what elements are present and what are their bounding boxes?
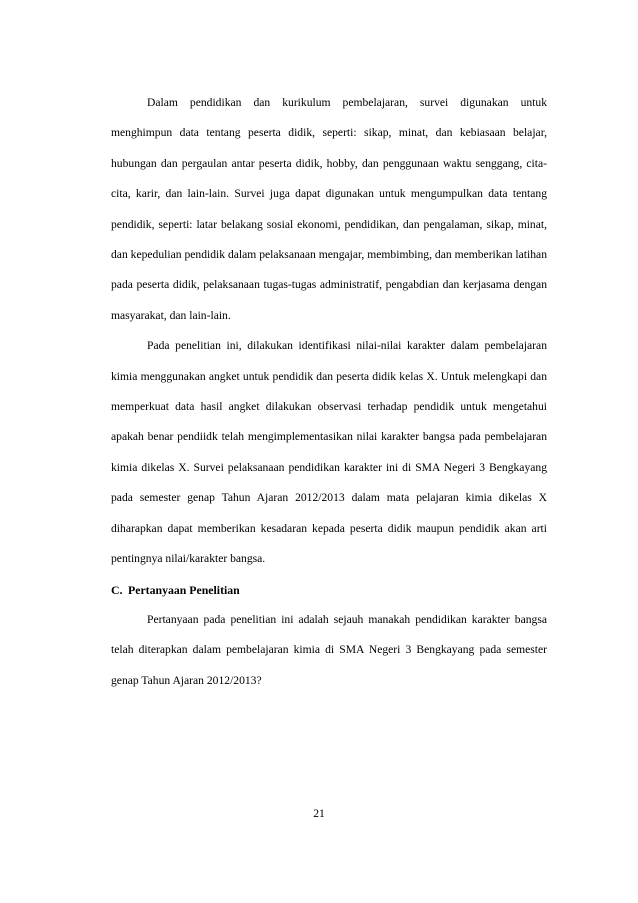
page-number: 21 (313, 807, 325, 820)
page-body (111, 88, 547, 696)
paragraph-pertanyaan: Pertanyaan pada penelitian ini adalah sejauh manakah pendidikan karakter bangsa telah diterapkan dalam pembelajaran kimia di SMA Negeri 3 Bengkayang pada semester genap Tahun Ajaran 2012/2013? (111, 612, 547, 687)
paragraph-penelitian: Pada penelitian ini, dilakukan identifikasi nilai-nilai karakter dalam pembelajaran kimia menggunakan angket untuk pendidik dan peserta didik kelas X. Untuk melengkapi dan memperkuat data hasil angket dilakukan observasi terhadap pendidik untuk mengetahui apakah benar pendiidk telah mengimplementasikan nilai karakter bangsa pada pembelajaran kimia dikelas X. Survei pelaksanaan pendidikan karakter ini di SMA Negeri 3 Bengkayang pada semester genap Tahun Ajaran 2012/2013 dalam mata pelajaran kimia dikelas X diharapkan dapat memberikan kesadaran kepada peserta didik maupun pendidik akan arti pentingnya nilai/karakter bangsa. (111, 339, 547, 566)
section-number: C. (111, 582, 123, 597)
section-heading (111, 575, 547, 605)
section-title: Pertanyaan Penelitian (128, 582, 240, 597)
paragraph-survei: Dalam pendidikan dan kurikulum pembelajaran, survei digunakan untuk menghimpun data tentang peserta didik, seperti: sikap, minat, dan kebiasaan belajar, hubungan dan pergaulan antar peserta didik, hobby, dan penggunaan waktu senggang, cita-cita, karir, dan lain-lain. Survei juga dapat digunakan untuk mengumpulkan data tentang pendidik, seperti: latar belakang sosial ekonomi, pendidikan, dan pengalaman, sikap, minat, dan kepedulian pendidik dalam pelaksanaan mengajar, membimbing, dan memberikan latihan pada peserta didik, pelaksanaan tugas-tugas administratif, pengabdian dan kerjasama dengan masyarakat, dan lain-lain. (111, 96, 547, 322)
